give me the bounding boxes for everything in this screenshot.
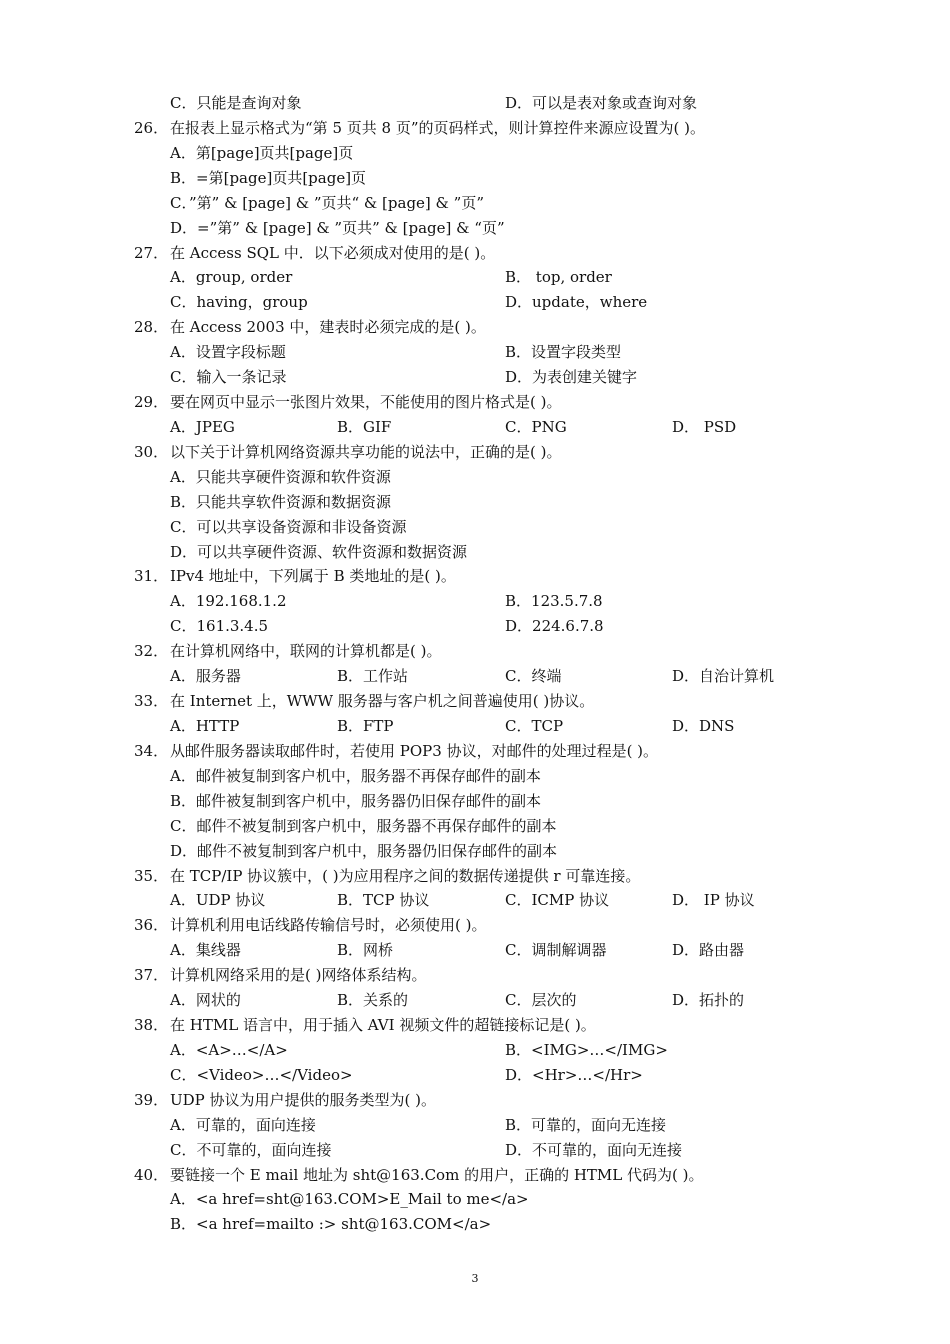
question-line	[0, 913, 950, 938]
answer-option: A．只能共享硬件资源和软件资源	[170, 467, 391, 486]
question-text: 计算机利用电话线路传输信号时，必须使用( )。	[170, 916, 487, 935]
question-line	[0, 1163, 950, 1188]
answer-option: C．ICMP 协议	[505, 891, 610, 910]
option-line	[0, 340, 950, 365]
option-line	[0, 1138, 950, 1163]
question-number: 32．	[134, 642, 169, 661]
option-line	[0, 1063, 950, 1088]
question-line	[0, 440, 950, 465]
answer-option: B．工作站	[337, 667, 409, 686]
question-number: 35．	[134, 866, 169, 885]
option-line	[0, 515, 950, 540]
option-line	[0, 888, 950, 913]
question-line	[0, 639, 950, 664]
question-text: 在 Access SQL 中．以下必须成对使用的是( )。	[170, 243, 496, 262]
question-text: 在 TCP/IP 协议簇中，( )为应用程序之间的数据传递提供 r 可靠连接。	[170, 866, 641, 885]
option-line	[0, 365, 950, 390]
answer-option: C．”第” & [page] & ”页共“ & [page] & ”页”	[170, 193, 484, 212]
question-text: 要链接一个 E mail 地址为 sht@163.Com 的用户，正确的 HTML 代码为( )。	[170, 1165, 704, 1184]
question-text: 在报表上显示格式为“第 5 页共 8 页”的页码样式，则计算控件来源应设置为( )。	[170, 118, 705, 137]
question-line	[0, 390, 950, 415]
answer-option: D．邮件不被复制到客户机中，服务器仍旧保存邮件的副本	[170, 841, 558, 860]
option-line	[0, 1212, 950, 1237]
option-line	[0, 191, 950, 216]
answer-option: A．UDP 协议	[170, 891, 266, 910]
answer-option: C．having，group	[170, 293, 308, 312]
question-text: 在 Access 2003 中，建表时必须完成的是( )。	[170, 318, 486, 337]
answer-option: D．可以是表对象或查询对象	[505, 94, 698, 112]
answer-option: A．HTTP	[170, 717, 240, 735]
option-line	[0, 814, 950, 839]
question-line	[0, 1088, 950, 1113]
answer-option: C．161.3.4.5	[170, 617, 269, 636]
answer-option: C．只能是查询对象	[170, 94, 302, 112]
answer-option: A．可靠的，面向连接	[170, 1115, 316, 1134]
option-line	[0, 839, 950, 864]
answer-option: C．PNG	[505, 417, 567, 436]
option-line	[0, 465, 950, 490]
answer-option: A．服务器	[170, 667, 241, 686]
question-line	[0, 864, 950, 889]
question-number: 36．	[134, 916, 169, 935]
question-number: 26．	[134, 118, 169, 137]
question-text: 计算机网络采用的是( )网络体系结构。	[170, 966, 427, 985]
option-line	[0, 290, 950, 315]
question-number: 31．	[134, 567, 169, 586]
question-number: 39．	[134, 1090, 169, 1109]
answer-option: B．FTP	[337, 717, 394, 735]
option-line	[0, 166, 950, 191]
answer-option: C．可以共享设备资源和非设备资源	[170, 517, 407, 536]
option-line	[0, 540, 950, 565]
answer-option: A．JPEG	[170, 417, 235, 436]
question-number: 38．	[134, 1016, 169, 1035]
option-line	[0, 490, 950, 515]
answer-option: D．224.6.7.8	[505, 617, 604, 636]
answer-option: D． PSD	[672, 417, 737, 436]
answer-option: C．不可靠的，面向连接	[170, 1140, 332, 1159]
question-text: 在 Internet 上，WWW 服务器与客户机之间普遍使用( )协议。	[170, 692, 595, 711]
answer-option: D．不可靠的，面向无连接	[505, 1140, 683, 1159]
question-number: 37．	[134, 966, 169, 985]
answer-option: D．拓扑的	[672, 991, 745, 1010]
answer-option: D．update，where	[505, 293, 648, 312]
question-line	[0, 241, 950, 266]
answer-option: B．网桥	[337, 941, 394, 960]
option-line	[0, 938, 950, 963]
option-line	[0, 664, 950, 689]
answer-option: C．调制解调器	[505, 941, 607, 960]
answer-option: B．123.5.7.8	[505, 592, 603, 611]
option-line	[0, 988, 950, 1013]
answer-option: B．<IMG>…</IMG>	[505, 1040, 668, 1059]
answer-option: C．TCP	[505, 717, 564, 735]
answer-option: A．<A>…</A>	[170, 1040, 288, 1059]
answer-option: B．可靠的，面向无连接	[505, 1115, 667, 1134]
answer-option: B．GIF	[337, 417, 392, 436]
question-text: IPv4 地址中，下列属于 B 类地址的是( )。	[170, 567, 456, 586]
option-line	[0, 789, 950, 814]
answer-option: B． top, order	[505, 268, 612, 287]
answer-option: B．邮件被复制到客户机中，服务器仍旧保存邮件的副本	[170, 791, 542, 810]
answer-option: D．可以共享硬件资源、软件资源和数据资源	[170, 542, 468, 561]
question-number: 30．	[134, 442, 169, 461]
option-line	[0, 1038, 950, 1063]
question-number: 40．	[134, 1165, 169, 1184]
question-line	[0, 564, 950, 589]
question-number: 33．	[134, 692, 169, 711]
answer-option: D． IP 协议	[672, 891, 755, 910]
question-line	[0, 116, 950, 141]
question-text: 在计算机网络中，联网的计算机都是( )。	[170, 642, 442, 661]
option-line	[0, 589, 950, 614]
answer-option: B．设置字段类型	[505, 343, 622, 362]
answer-option: B．关系的	[337, 991, 409, 1010]
answer-option: A．第[page]页共[page]页	[170, 143, 354, 162]
option-line	[0, 1187, 950, 1212]
answer-option: C．<Video>…</Video>	[170, 1065, 353, 1084]
answer-option: B．TCP 协议	[337, 891, 430, 910]
answer-option: A．<a href=sht@163.COM>E_Mail to me</a>	[170, 1190, 529, 1209]
answer-option: C．邮件不被复制到客户机中，服务器不再保存邮件的副本	[170, 816, 557, 835]
answer-option: D．<Hr>…</Hr>	[505, 1065, 643, 1084]
answer-option: D．DNS	[672, 717, 735, 735]
answer-option: A．邮件被复制到客户机中，服务器不再保存邮件的副本	[170, 766, 541, 785]
answer-option: C．输入一条记录	[170, 368, 287, 387]
page-number: 3	[471, 1272, 479, 1285]
question-line	[0, 963, 950, 988]
answer-option: D．自治计算机	[672, 667, 775, 686]
answer-option: C．终端	[505, 667, 562, 686]
option-line	[0, 141, 950, 166]
option-line	[0, 614, 950, 639]
answer-option: A．集线器	[170, 941, 241, 960]
question-text: 以下关于计算机网络资源共享功能的说法中，正确的是( )。	[170, 442, 562, 461]
answer-option: B．<a href=mailto :> sht@163.COM</a>	[170, 1215, 492, 1234]
option-line	[0, 216, 950, 241]
answer-option: A．网状的	[170, 991, 241, 1010]
option-line	[0, 415, 950, 440]
answer-option: A．192.168.1.2	[170, 592, 287, 611]
answer-option: A．group, order	[170, 268, 293, 287]
question-text: 要在网页中显示一张图片效果，不能使用的图片格式是( )。	[170, 393, 562, 412]
option-line	[0, 91, 950, 116]
question-text: 在 HTML 语言中，用于插入 AVI 视频文件的超链接标记是( )。	[170, 1016, 596, 1035]
answer-option: C．层次的	[505, 991, 577, 1010]
question-number: 27．	[134, 243, 169, 262]
option-line	[0, 764, 950, 789]
option-line	[0, 265, 950, 290]
question-text: 从邮件服务器读取邮件时，若使用 POP3 协议，对邮件的处理过程是( )。	[170, 741, 659, 760]
question-number: 28．	[134, 318, 169, 337]
question-line	[0, 689, 950, 714]
question-number: 34．	[134, 741, 169, 760]
question-text: UDP 协议为用户提供的服务类型为( )。	[170, 1090, 437, 1109]
answer-option: B．=第[page]页共[page]页	[170, 168, 367, 187]
question-line	[0, 1013, 950, 1038]
option-line	[0, 714, 950, 739]
answer-option: B．只能共享软件资源和数据资源	[170, 492, 392, 511]
answer-option: D．路由器	[672, 941, 745, 960]
question-number: 29．	[134, 393, 169, 412]
question-line	[0, 315, 950, 340]
answer-option: A．设置字段标题	[170, 343, 286, 362]
option-line	[0, 1113, 950, 1138]
answer-option: D．=”第” & [page] & ”页共” & [page] & “页”	[170, 218, 505, 237]
question-line	[0, 739, 950, 764]
answer-option: D．为表创建关键字	[505, 368, 638, 387]
